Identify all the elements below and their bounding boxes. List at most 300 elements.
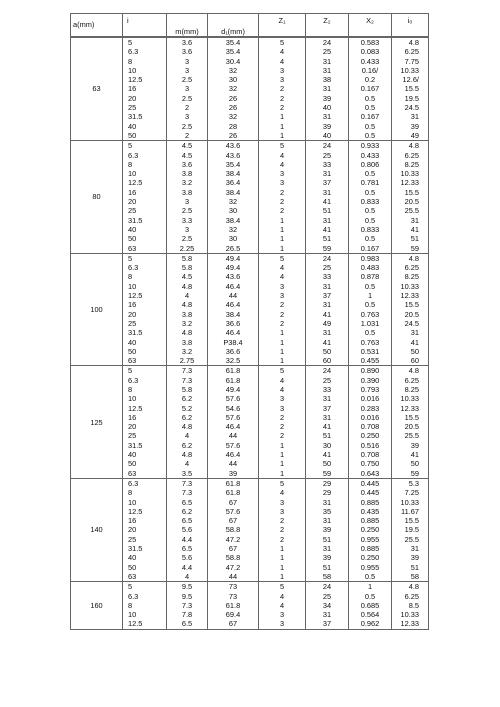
table-row: [71, 356, 429, 366]
table-row: [71, 310, 429, 319]
diameter-cell: 73: [208, 582, 259, 592]
z2-cell: 50: [306, 459, 349, 468]
x2-cell: 0.5: [349, 131, 392, 141]
x2-cell: 0.531: [349, 347, 392, 356]
table-row: [71, 582, 429, 592]
table-row: [71, 498, 429, 507]
x2-cell: 0.5: [349, 300, 392, 309]
module-cell: 2.5: [167, 206, 208, 215]
z2-cell: 51: [306, 563, 349, 572]
header-i0: i₀: [392, 14, 429, 37]
ratio-cell: 10: [123, 66, 167, 75]
module-cell: 3: [167, 225, 208, 234]
x2-cell: 0.833: [349, 225, 392, 234]
ratio-cell: 6.3: [123, 263, 167, 272]
diameter-cell: 36.4: [208, 178, 259, 187]
module-cell: 2: [167, 103, 208, 112]
z2-cell: 24: [306, 38, 349, 48]
table-row: [71, 404, 429, 413]
module-cell: 7.3: [167, 478, 208, 488]
i0-cell: 19.5: [392, 525, 429, 534]
diameter-cell: 32: [208, 84, 259, 93]
module-cell: 4.8: [167, 328, 208, 337]
z1-cell: 4: [259, 160, 306, 169]
z1-cell: 1: [259, 459, 306, 468]
i0-cell: 11.67: [392, 507, 429, 516]
i0-cell: 6.25: [392, 592, 429, 601]
z1-cell: 1: [259, 234, 306, 243]
i0-cell: 12.33: [392, 619, 429, 629]
diameter-cell: 32: [208, 66, 259, 75]
z1-cell: 2: [259, 300, 306, 309]
ratio-cell: 50: [123, 347, 167, 356]
center-distance-cell: 100: [71, 253, 123, 366]
diameter-cell: 38.4: [208, 310, 259, 319]
i0-cell: 15.5: [392, 413, 429, 422]
z1-cell: 1: [259, 328, 306, 337]
z2-cell: 31: [306, 57, 349, 66]
z2-cell: 39: [306, 525, 349, 534]
diameter-cell: 67: [208, 544, 259, 553]
ratio-cell: 10: [123, 394, 167, 403]
z2-cell: 25: [306, 376, 349, 385]
i0-cell: 12.33: [392, 404, 429, 413]
x2-cell: 0.5: [349, 592, 392, 601]
center-distance-group: [71, 478, 429, 581]
z2-cell: 25: [306, 47, 349, 56]
z1-cell: 4: [259, 601, 306, 610]
table-row: [71, 151, 429, 160]
x2-cell: 0.793: [349, 385, 392, 394]
z1-cell: 2: [259, 516, 306, 525]
table-row: [71, 188, 429, 197]
diameter-cell: 49.4: [208, 253, 259, 263]
diameter-cell: 49.4: [208, 385, 259, 394]
worm-gear-parameter-table: [70, 13, 429, 37]
table-row: [71, 216, 429, 225]
module-cell: 6.2: [167, 413, 208, 422]
module-cell: 4.8: [167, 300, 208, 309]
x2-cell: 1: [349, 582, 392, 592]
i0-cell: 25.5: [392, 535, 429, 544]
i0-cell: 15.5: [392, 84, 429, 93]
diameter-cell: 73: [208, 592, 259, 601]
module-cell: 7.3: [167, 376, 208, 385]
x2-cell: 0.516: [349, 441, 392, 450]
ratio-cell: 8: [123, 160, 167, 169]
ratio-cell: 50: [123, 563, 167, 572]
z1-cell: 2: [259, 422, 306, 431]
table-row: [71, 422, 429, 431]
diameter-cell: 32: [208, 112, 259, 121]
z1-cell: 3: [259, 291, 306, 300]
x2-cell: 0.5: [349, 103, 392, 112]
table-row: [71, 47, 429, 56]
header-row: [71, 14, 429, 37]
module-cell: 7.3: [167, 488, 208, 497]
i0-cell: 10.33: [392, 282, 429, 291]
module-cell: 4: [167, 431, 208, 440]
z1-cell: 5: [259, 253, 306, 263]
diameter-cell: 69.4: [208, 610, 259, 619]
diameter-cell: 49.4: [208, 263, 259, 272]
i0-cell: 5.3: [392, 478, 429, 488]
z2-cell: 24: [306, 253, 349, 263]
x2-cell: 0.5: [349, 328, 392, 337]
z2-cell: 49: [306, 319, 349, 328]
table-row: [71, 385, 429, 394]
i0-cell: 12.6/: [392, 75, 429, 84]
z2-cell: 58: [306, 572, 349, 582]
x2-cell: 0.435: [349, 507, 392, 516]
x2-cell: 0.5: [349, 169, 392, 178]
diameter-cell: 44: [208, 459, 259, 468]
diameter-cell: 43.6: [208, 151, 259, 160]
ratio-cell: 31.5: [123, 328, 167, 337]
i0-cell: 4.8: [392, 366, 429, 376]
module-cell: 5.8: [167, 263, 208, 272]
i0-cell: 8.25: [392, 272, 429, 281]
i0-cell: 41: [392, 225, 429, 234]
table-row: [71, 516, 429, 525]
diameter-cell: 46.4: [208, 300, 259, 309]
z2-cell: 37: [306, 178, 349, 187]
diameter-cell: 36.6: [208, 347, 259, 356]
module-cell: 7.3: [167, 366, 208, 376]
i0-cell: 15.5: [392, 300, 429, 309]
diameter-cell: 57.6: [208, 413, 259, 422]
i0-cell: 10.33: [392, 66, 429, 75]
center-distance-group: [71, 582, 429, 629]
center-distance-cell: 63: [71, 38, 123, 141]
x2-cell: 0.167: [349, 84, 392, 93]
table-row: [71, 291, 429, 300]
z1-cell: 2: [259, 103, 306, 112]
x2-cell: 0.833: [349, 197, 392, 206]
x2-cell: 0.445: [349, 488, 392, 497]
module-cell: 3.6: [167, 47, 208, 56]
ratio-cell: 6.3: [123, 47, 167, 56]
ratio-cell: 31.5: [123, 112, 167, 121]
diameter-cell: 61.8: [208, 478, 259, 488]
z2-cell: 51: [306, 206, 349, 215]
table-row: [71, 488, 429, 497]
z1-cell: 3: [259, 507, 306, 516]
z2-cell: 41: [306, 310, 349, 319]
i0-cell: 20.5: [392, 422, 429, 431]
x2-cell: 0.5: [349, 206, 392, 215]
ratio-cell: 12.5: [123, 291, 167, 300]
table-row: [71, 441, 429, 450]
table-row: [71, 592, 429, 601]
table-row: [71, 328, 429, 337]
center-distance-group: [71, 141, 429, 254]
ratio-cell: 16: [123, 300, 167, 309]
table-row: [71, 234, 429, 243]
diameter-cell: 35.4: [208, 38, 259, 48]
table-row: [71, 450, 429, 459]
z2-cell: 51: [306, 234, 349, 243]
x2-cell: 0.455: [349, 356, 392, 366]
z2-cell: 50: [306, 347, 349, 356]
z2-cell: 31: [306, 498, 349, 507]
ratio-cell: 63: [123, 244, 167, 254]
center-distance-cell: 140: [71, 478, 123, 581]
z1-cell: 3: [259, 610, 306, 619]
ratio-cell: 40: [123, 122, 167, 131]
z1-cell: 1: [259, 112, 306, 121]
diameter-cell: 38.4: [208, 216, 259, 225]
i0-cell: 31: [392, 544, 429, 553]
diameter-cell: 28: [208, 122, 259, 131]
x2-cell: 0.390: [349, 376, 392, 385]
module-cell: 2.75: [167, 356, 208, 366]
module-cell: 6.5: [167, 544, 208, 553]
diameter-cell: 44: [208, 572, 259, 582]
i0-cell: 6.25: [392, 263, 429, 272]
z1-cell: 1: [259, 450, 306, 459]
i0-cell: 39: [392, 122, 429, 131]
header-d1: d₁(mm): [208, 14, 259, 37]
table-row: [71, 263, 429, 272]
diameter-cell: 35.4: [208, 47, 259, 56]
center-distance-cell: 125: [71, 366, 123, 479]
z2-cell: 29: [306, 478, 349, 488]
diameter-cell: 30.4: [208, 57, 259, 66]
z2-cell: 39: [306, 553, 349, 562]
z1-cell: 2: [259, 188, 306, 197]
module-cell: 5.2: [167, 404, 208, 413]
x2-cell: 0.5: [349, 282, 392, 291]
ratio-cell: 63: [123, 469, 167, 479]
table-row: [71, 459, 429, 468]
z1-cell: 2: [259, 525, 306, 534]
center-distance-group: [71, 366, 429, 479]
diameter-cell: 44: [208, 291, 259, 300]
module-cell: 3: [167, 84, 208, 93]
table-row: [71, 394, 429, 403]
ratio-cell: 12.5: [123, 404, 167, 413]
x2-cell: 0.564: [349, 610, 392, 619]
module-cell: 3.8: [167, 338, 208, 347]
table-row: [71, 197, 429, 206]
z1-cell: 2: [259, 206, 306, 215]
ratio-cell: 31.5: [123, 441, 167, 450]
table-row: [71, 38, 429, 48]
module-cell: 7.3: [167, 601, 208, 610]
z1-cell: 2: [259, 431, 306, 440]
diameter-cell: 39: [208, 469, 259, 479]
table-row: [71, 366, 429, 376]
ratio-cell: 16: [123, 84, 167, 93]
table-row: [71, 244, 429, 254]
z2-cell: 24: [306, 366, 349, 376]
x2-cell: 0.5: [349, 572, 392, 582]
table-row: [71, 169, 429, 178]
ratio-cell: 25: [123, 535, 167, 544]
x2-cell: 0.445: [349, 478, 392, 488]
ratio-cell: 8: [123, 272, 167, 281]
z1-cell: 1: [259, 441, 306, 450]
x2-cell: 0.933: [349, 141, 392, 151]
z2-cell: 31: [306, 66, 349, 75]
z2-cell: 41: [306, 225, 349, 234]
x2-cell: 0.750: [349, 459, 392, 468]
i0-cell: 24.5: [392, 319, 429, 328]
z1-cell: 1: [259, 469, 306, 479]
table-row: [71, 253, 429, 263]
z1-cell: 1: [259, 338, 306, 347]
x2-cell: 0.250: [349, 431, 392, 440]
diameter-cell: 43.6: [208, 141, 259, 151]
z2-cell: 38: [306, 75, 349, 84]
module-cell: 4: [167, 291, 208, 300]
module-cell: 6.2: [167, 441, 208, 450]
i0-cell: 25.5: [392, 206, 429, 215]
x2-cell: 1: [349, 291, 392, 300]
module-cell: 2.5: [167, 94, 208, 103]
table-row: [71, 338, 429, 347]
table-row: [71, 141, 429, 151]
diameter-cell: 67: [208, 619, 259, 629]
i0-cell: 20.5: [392, 310, 429, 319]
header-i: i: [123, 14, 167, 37]
module-cell: 2.25: [167, 244, 208, 254]
table-row: [71, 376, 429, 385]
z2-cell: 40: [306, 131, 349, 141]
z2-cell: 24: [306, 582, 349, 592]
z1-cell: 4: [259, 57, 306, 66]
module-cell: 9.5: [167, 592, 208, 601]
z2-cell: 39: [306, 94, 349, 103]
module-cell: 6.2: [167, 394, 208, 403]
z1-cell: 3: [259, 282, 306, 291]
x2-cell: 0.685: [349, 601, 392, 610]
module-cell: 2: [167, 131, 208, 141]
module-cell: 3.8: [167, 169, 208, 178]
x2-cell: 0.643: [349, 469, 392, 479]
center-distance-cell: 80: [71, 141, 123, 254]
diameter-cell: 32: [208, 225, 259, 234]
table-row: [71, 319, 429, 328]
i0-cell: 49: [392, 131, 429, 141]
z1-cell: 3: [259, 619, 306, 629]
i0-cell: 51: [392, 234, 429, 243]
x2-cell: 0.890: [349, 366, 392, 376]
module-cell: 5.8: [167, 253, 208, 263]
diameter-cell: 61.8: [208, 488, 259, 497]
z2-cell: 41: [306, 450, 349, 459]
z2-cell: 31: [306, 394, 349, 403]
z2-cell: 31: [306, 413, 349, 422]
ratio-cell: 6.3: [123, 478, 167, 488]
table-row: [71, 94, 429, 103]
z1-cell: 1: [259, 347, 306, 356]
diameter-cell: 47.2: [208, 535, 259, 544]
z2-cell: 31: [306, 328, 349, 337]
ratio-cell: 40: [123, 338, 167, 347]
ratio-cell: 5: [123, 366, 167, 376]
z2-cell: 40: [306, 103, 349, 112]
z1-cell: 1: [259, 122, 306, 131]
z2-cell: 31: [306, 544, 349, 553]
ratio-cell: 12.5: [123, 507, 167, 516]
i0-cell: 39: [392, 553, 429, 562]
i0-cell: 60: [392, 356, 429, 366]
table-body: [70, 37, 429, 630]
diameter-cell: 26: [208, 94, 259, 103]
z2-cell: 31: [306, 188, 349, 197]
ratio-cell: 63: [123, 572, 167, 582]
table-row: [71, 84, 429, 93]
ratio-cell: 40: [123, 225, 167, 234]
x2-cell: 0.885: [349, 498, 392, 507]
z1-cell: 4: [259, 592, 306, 601]
z2-cell: 51: [306, 535, 349, 544]
x2-cell: 0.583: [349, 38, 392, 48]
diameter-cell: 58.8: [208, 553, 259, 562]
x2-cell: 0.433: [349, 57, 392, 66]
module-cell: 5.8: [167, 385, 208, 394]
z1-cell: 3: [259, 169, 306, 178]
z1-cell: 1: [259, 216, 306, 225]
ratio-cell: 12.5: [123, 75, 167, 84]
i0-cell: 4.8: [392, 141, 429, 151]
z1-cell: 3: [259, 394, 306, 403]
z1-cell: 5: [259, 478, 306, 488]
x2-cell: 0.5: [349, 234, 392, 243]
ratio-cell: 5: [123, 141, 167, 151]
table-row: [71, 347, 429, 356]
module-cell: 4.5: [167, 151, 208, 160]
diameter-cell: 26: [208, 131, 259, 141]
z1-cell: 4: [259, 376, 306, 385]
table-row: [71, 103, 429, 112]
table-row: [71, 225, 429, 234]
module-cell: 3.3: [167, 216, 208, 225]
ratio-cell: 50: [123, 131, 167, 141]
z1-cell: 2: [259, 84, 306, 93]
i0-cell: 4.8: [392, 38, 429, 48]
module-cell: 7.8: [167, 610, 208, 619]
ratio-cell: 8: [123, 385, 167, 394]
table-row: [71, 57, 429, 66]
diameter-cell: 36.6: [208, 319, 259, 328]
ratio-cell: 6.3: [123, 151, 167, 160]
diameter-cell: 67: [208, 516, 259, 525]
i0-cell: 25.5: [392, 431, 429, 440]
x2-cell: 1.031: [349, 319, 392, 328]
header-z2: Z₂: [306, 14, 349, 37]
table-row: [71, 131, 429, 141]
x2-cell: 0.5: [349, 94, 392, 103]
ratio-cell: 20: [123, 422, 167, 431]
ratio-cell: 50: [123, 459, 167, 468]
x2-cell: 0.250: [349, 525, 392, 534]
diameter-cell: 46.4: [208, 422, 259, 431]
x2-cell: 0.983: [349, 253, 392, 263]
module-cell: 4.4: [167, 563, 208, 572]
ratio-cell: 20: [123, 94, 167, 103]
module-cell: 3: [167, 197, 208, 206]
z2-cell: 31: [306, 300, 349, 309]
module-cell: 3.2: [167, 319, 208, 328]
module-cell: 6.2: [167, 507, 208, 516]
ratio-cell: 50: [123, 234, 167, 243]
z1-cell: 1: [259, 572, 306, 582]
i0-cell: 31: [392, 112, 429, 121]
x2-cell: 0.5: [349, 122, 392, 131]
